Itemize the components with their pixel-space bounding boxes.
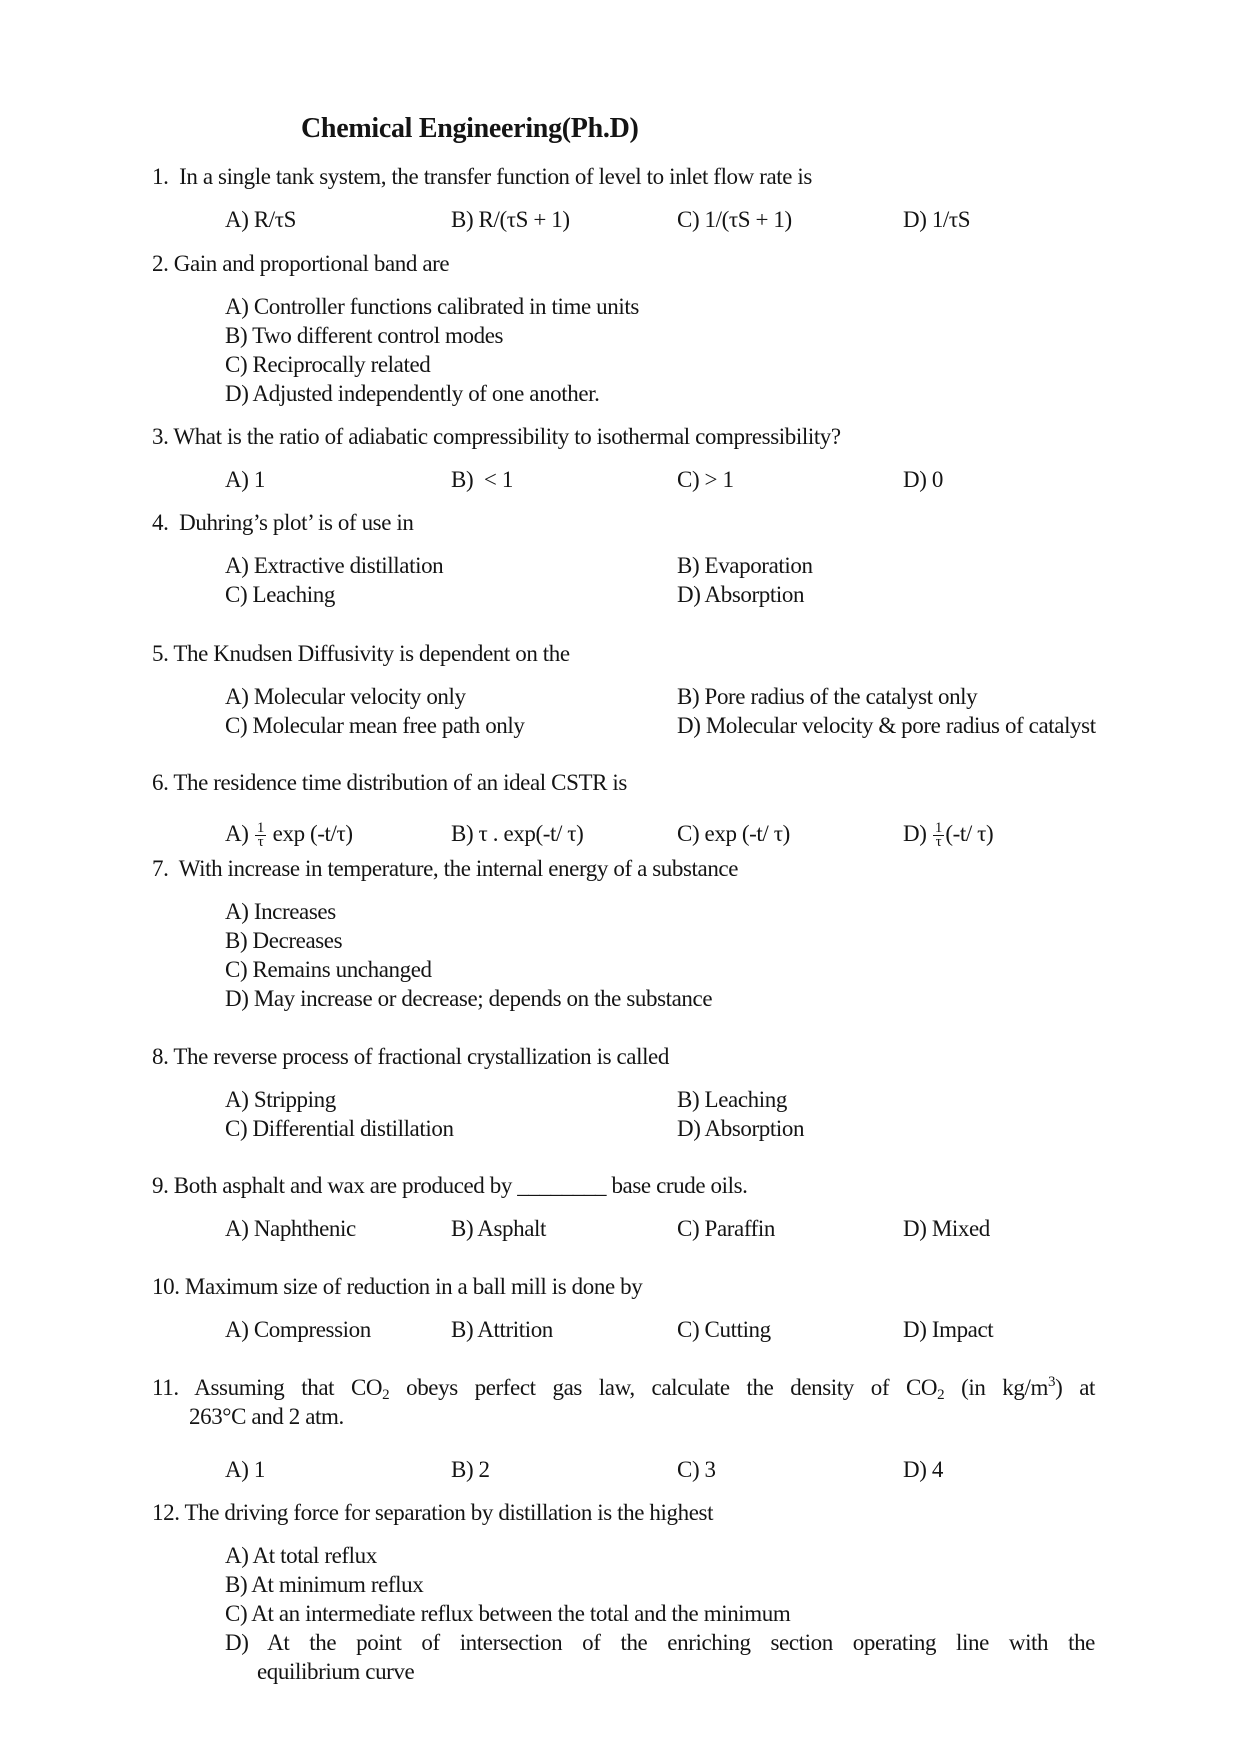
- stem-text: 11. Assuming that CO: [152, 1375, 383, 1400]
- question-7: [152, 854, 1095, 1013]
- option-d: D) Adjusted independently of one another.: [225, 381, 600, 406]
- option-b: B) 2: [451, 1457, 490, 1482]
- option-label: A): [225, 821, 254, 846]
- option-a: A) Stripping: [225, 1087, 336, 1112]
- option-b: B) < 1: [451, 467, 513, 492]
- option-b: B) τ . exp(-t/ τ): [451, 821, 584, 846]
- question-stem: 12. The driving force for separation by distillation is the highest: [152, 1500, 714, 1525]
- options-list: [225, 897, 1095, 1013]
- question-stem-line-1: [152, 1373, 1095, 1402]
- question-4: [152, 508, 1095, 609]
- stem-text: obeys perfect gas law, calculate the density of CO: [389, 1375, 938, 1400]
- option-d: D) 0: [903, 467, 943, 492]
- option-b: B) At minimum reflux: [225, 1572, 424, 1597]
- options-row: [225, 465, 1095, 494]
- subscript: 2: [382, 1387, 390, 1403]
- question-stem: 8. The reverse process of fractional crystallization is called: [152, 1044, 669, 1069]
- options-row: [225, 551, 1095, 580]
- question-9: [152, 1171, 1095, 1243]
- question-8: [152, 1042, 1095, 1143]
- question-10: [152, 1272, 1095, 1344]
- question-5: [152, 639, 1095, 740]
- option-a: A) Controller functions calibrated in time units: [225, 294, 639, 319]
- option-d: D) Absorption: [677, 582, 805, 607]
- options-row: [225, 1085, 1095, 1114]
- option-expression: exp (-t/τ): [267, 821, 353, 846]
- option-c: C) Paraffin: [677, 1216, 776, 1241]
- option-b: B) Two different control modes: [225, 323, 504, 348]
- option-a: A) 1: [225, 467, 265, 492]
- option-a: A) 1: [225, 1457, 265, 1482]
- option-c: C) 3: [677, 1457, 716, 1482]
- option-line-2: equilibrium curve: [257, 1659, 415, 1684]
- options-row: [225, 1114, 1095, 1143]
- option-c: C) Remains unchanged: [225, 957, 432, 982]
- option-b: B) Asphalt: [451, 1216, 547, 1241]
- question-stem: 7. With increase in temperature, the internal energy of a substance: [152, 856, 739, 881]
- option-d: D) Molecular velocity & pore radius of catalyst: [677, 713, 1096, 738]
- option-b: B) Evaporation: [677, 553, 813, 578]
- option-a: A) At total reflux: [225, 1543, 377, 1568]
- question-stem: 9. Both asphalt and wax are produced by ________ base crude oils.: [152, 1173, 748, 1198]
- fraction-denominator: τ: [257, 834, 264, 851]
- question-stem: 2. Gain and proportional band are: [152, 251, 450, 276]
- option-label: D): [903, 821, 932, 846]
- option-a: A) R/τS: [225, 207, 296, 232]
- question-1: [152, 162, 1095, 234]
- option-expression: (-t/ τ): [945, 821, 994, 846]
- option-b: B) Decreases: [225, 928, 343, 953]
- option-d: [903, 819, 1129, 849]
- question-stem: 10. Maximum size of reduction in a ball mill is done by: [152, 1274, 643, 1299]
- question-12: [152, 1498, 1095, 1686]
- option-c: C) Differential distillation: [225, 1116, 454, 1141]
- superscript: 3: [1047, 1374, 1056, 1390]
- stem-text: ) at: [1055, 1375, 1095, 1400]
- option-c: C) Reciprocally related: [225, 352, 431, 377]
- question-stem-line-2: 263°C and 2 atm.: [189, 1404, 344, 1429]
- option-b: B) Attrition: [451, 1317, 553, 1342]
- question-6: [152, 768, 1095, 849]
- question-stem: 6. The residence time distribution of an ideal CSTR is: [152, 770, 627, 795]
- options-row: [225, 1214, 1095, 1243]
- fraction-numerator: 1: [256, 820, 265, 837]
- option-c: C) Leaching: [225, 582, 335, 607]
- option-d: D) Absorption: [677, 1116, 805, 1141]
- option-b: B) Pore radius of the catalyst only: [677, 684, 978, 709]
- option-a: A) Molecular velocity only: [225, 684, 466, 709]
- question-stem: 5. The Knudsen Diffusivity is dependent on the: [152, 641, 570, 666]
- options-row: [225, 205, 1095, 234]
- option-c: C) At an intermediate reflux between the total and the minimum: [225, 1601, 791, 1626]
- question-11: [152, 1373, 1095, 1484]
- question-stem: 4. Duhring’s plot’ is of use in: [152, 510, 414, 535]
- options-list: [225, 1541, 1095, 1686]
- fraction: [255, 822, 267, 849]
- options-row: [225, 819, 1095, 849]
- fraction-numerator: 1: [934, 820, 943, 837]
- stem-text: (in kg/m: [944, 1375, 1048, 1400]
- option-c: C) Cutting: [677, 1317, 771, 1342]
- option-d: D) May increase or decrease; depends on the substance: [225, 986, 713, 1011]
- fraction-denominator: τ: [935, 834, 942, 851]
- options-grid: [225, 682, 1095, 740]
- question-3: [152, 422, 1095, 494]
- option-line-1: D) At the point of intersection of the enriching section operating line with the: [225, 1630, 1095, 1655]
- options-grid: [225, 1085, 1095, 1143]
- option-a: A) Increases: [225, 899, 336, 924]
- option-d: [225, 1628, 1095, 1686]
- subscript: 2: [937, 1387, 945, 1403]
- option-a: A) Extractive distillation: [225, 553, 444, 578]
- options-row: [225, 580, 1095, 609]
- option-c: C) > 1: [677, 467, 734, 492]
- option-c: C) Molecular mean free path only: [225, 713, 525, 738]
- option-d: D) Impact: [903, 1317, 994, 1342]
- option-a: A) Compression: [225, 1317, 371, 1342]
- options-row: [225, 1455, 1095, 1484]
- option-a: [225, 819, 451, 849]
- question-stem: 3. What is the ratio of adiabatic compressibility to isothermal compressibility?: [152, 424, 841, 449]
- page-title: Chemical Engineering(Ph.D): [301, 113, 639, 144]
- question-stem: 1. In a single tank system, the transfer function of level to inlet flow rate is: [152, 164, 812, 189]
- option-a: A) Naphthenic: [225, 1216, 356, 1241]
- option-d: D) Mixed: [903, 1216, 990, 1241]
- option-c: C) exp (-t/ τ): [677, 821, 790, 846]
- options-row: [225, 1315, 1095, 1344]
- option-b: B) R/(τS + 1): [451, 207, 570, 232]
- option-b: B) Leaching: [677, 1087, 787, 1112]
- options-list: [225, 292, 1095, 408]
- option-d: D) 1/τS: [903, 207, 971, 232]
- option-d: D) 4: [903, 1457, 943, 1482]
- options-grid: [225, 551, 1095, 609]
- option-c: C) 1/(τS + 1): [677, 207, 792, 232]
- options-row: [225, 711, 1095, 740]
- fraction: [933, 822, 945, 849]
- question-2: [152, 249, 1095, 408]
- options-row: [225, 682, 1095, 711]
